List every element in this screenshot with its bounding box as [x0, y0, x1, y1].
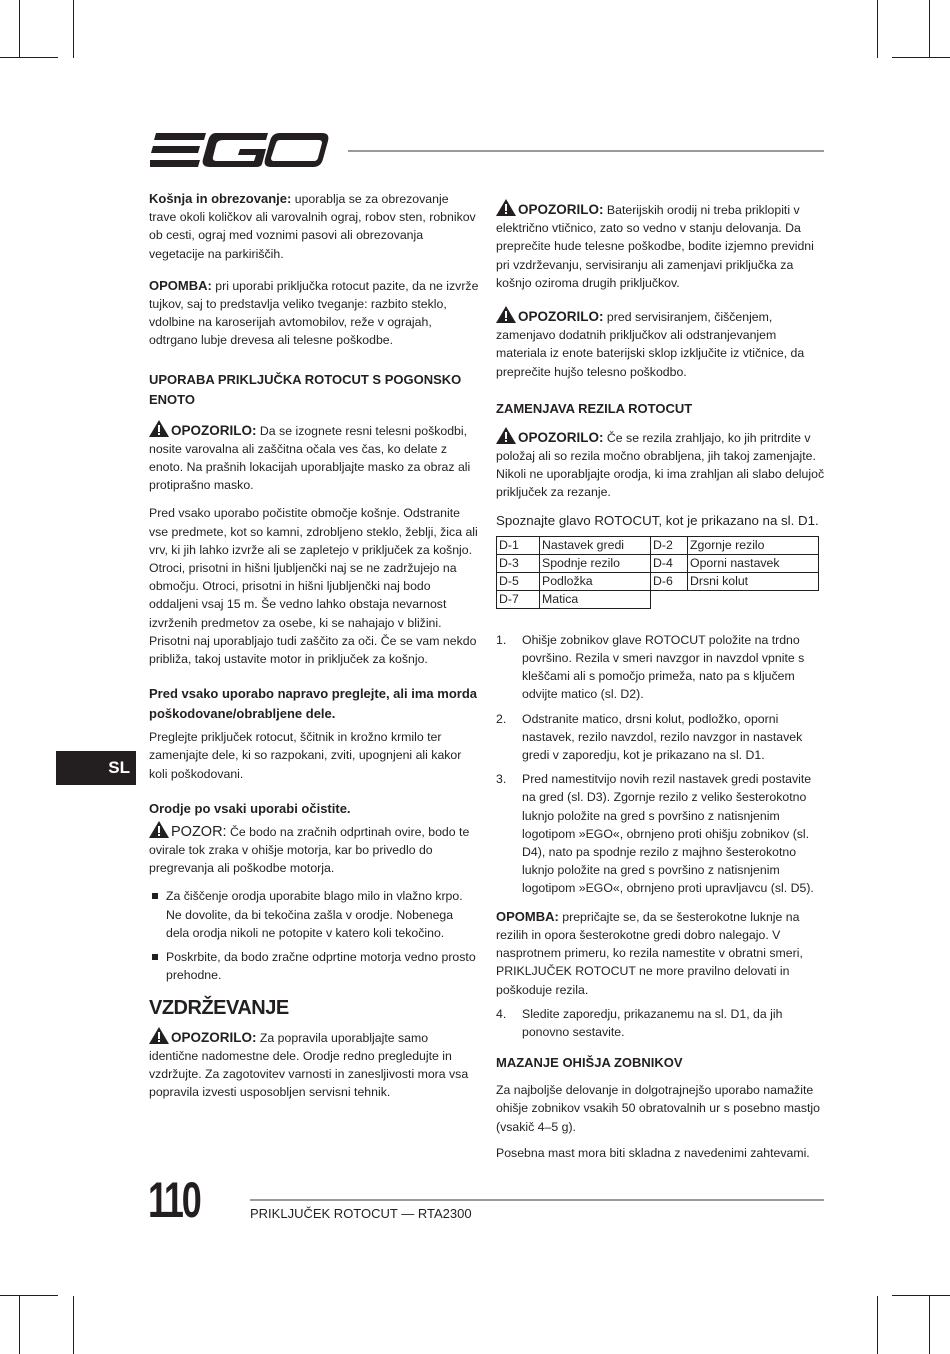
warning-paragraph: OPOZORILO: Baterijskih orodij ni treba priklopiti v električno vtičnico, zato so vedno v stanju delovanja. Da preprečite hude telesne poškodbe, bodite izjemno previdni pri vzdrževanju, servisiranju ali zamenjavi priključka za košnjo oziroma drugih priključkov.	[496, 199, 826, 292]
parts-table	[496, 536, 819, 609]
bullet-icon	[152, 954, 158, 960]
caution-paragraph: POZOR: Če bodo na zračnih odprtinah ovire, bodo te ovirale tok zraka v ohišje motorja, kar bo privedlo do pregrevanja ali poškodbe motorja.	[149, 821, 479, 878]
header-rule	[348, 150, 824, 152]
table-row	[497, 554, 819, 572]
language-tab: SL	[56, 751, 136, 785]
section-heading: ZAMENJAVA REZILA ROTOCUT	[496, 400, 693, 416]
table-cell	[651, 590, 688, 608]
page-number: 110	[148, 1172, 200, 1228]
crop-mark	[892, 1295, 950, 1296]
list-item: 4. Sledite zaporedju, prikazanemu na sl. D1, da jih ponovno sestavite.	[496, 1006, 783, 1039]
crop-mark	[0, 57, 58, 58]
table-cell	[688, 590, 819, 608]
section-heading: Pred vsako uporabo napravo preglejte, ali ima morda poškodovane/obrabljene dele.	[149, 686, 477, 722]
warning-icon	[496, 427, 516, 444]
crop-mark	[929, 1296, 930, 1354]
crop-mark	[892, 57, 950, 58]
left-column	[149, 190, 479, 1116]
table-row	[497, 536, 819, 554]
table-cell: D-7	[497, 590, 540, 608]
section-heading: UPORABA PRIKLJUČKA ROTOCUT S POGONSKO ENOTO	[149, 371, 462, 407]
table-row	[497, 572, 819, 590]
crop-mark	[929, 0, 930, 58]
table-cell: Nastavek gredi	[540, 536, 651, 554]
table-cell: D-3	[497, 554, 540, 572]
table-cell: D-4	[651, 554, 688, 572]
table-cell: Matica	[540, 590, 651, 608]
table-cell: D-2	[651, 536, 688, 554]
grease-requirement: Posebna mast mora biti skladna z navedenimi zahtevami.	[496, 1145, 810, 1160]
grease-paragraph: Za najboljše delovanje in dolgotrajnejšo uporabo namažite ohišje zobnikov vsakih 50 obratovalnih ur s posebno mastjo (vsakič 4–5 g).	[496, 1083, 821, 1134]
warning-icon	[496, 306, 516, 323]
warning-icon	[149, 1027, 169, 1044]
crop-mark	[877, 0, 878, 58]
warning-icon	[496, 199, 516, 216]
table-cell: Drsni kolut	[688, 572, 819, 590]
warning-icon	[149, 821, 169, 838]
right-column	[496, 199, 826, 1176]
list-item: 3. Pred namestitvijo novih rezil nastavek gredi postavite na gred (sl. D3). Zgornje rezilo z veliko šesterokotno luknjo položite na gred s površino z natisnjenim logotipom »EGO«, obrnjeno proti ohišju zobnikov (sl. D4), nato pa spodnje rezilo z majhno šesterokotno luknjo položite na gred s površino z natisnjenim logotipom »EGO«, obrnjeno proti upravljavcu (sl. D5).	[496, 772, 814, 896]
table-cell: D-5	[497, 572, 540, 590]
table-cell: D-6	[651, 572, 688, 590]
table-cell: Podložka	[540, 572, 651, 590]
section-heading: Orodje po vsaki uporabi očistite.	[149, 800, 351, 816]
cleaning-list	[149, 887, 479, 984]
warning-paragraph: OPOZORILO: Če se rezila zrahljajo, ko jih pritrdite v položaj ali so rezila močno obrabljena, jih takoj zamenjajte. Nikoli ne uporabljajte orodja, ki ima zrahljan ali slabo delujoč priključek za rezanje.	[496, 427, 826, 502]
list-item: Poskrbite, da bodo zračne odprtine motorja vedno prosto prehodne.	[149, 948, 479, 984]
table-cell: Zgornje rezilo	[688, 536, 819, 554]
warning-paragraph: OPOZORILO: Da se izognete resni telesni poškodbi, nosite varovalna ali zaščitna očala ves čas, ko delate z enoto. Na prašnih lokacijah uporabljajte masko za obraz ali protiprašno masko.	[149, 420, 479, 495]
list-item: 1. Ohišje zobnikov glave ROTOCUT položite na trdno površino. Rezila v smeri navzgor in navzdol vpnite s kleščami ali s pomočjo primeža, nato pa s ključem odvijte matico (sl. D2).	[496, 632, 805, 702]
mowing-paragraph: Košnja in obrezovanje: uporablja se za obrezovanje trave okoli količkov ali varovalnih ograj, robov sten, robnikov ob cesti, ograj med voznimi pasovi ali obrezovanja vegetacije na parkiriščih.	[149, 191, 476, 261]
note-paragraph: OPOMBA: pri uporabi priključka rotocut pazite, da ne izvrže tujkov, saj to predstavlja veliko tveganje: razbito steklo, vdolbine na karoserijah avtomobilov, reže v ograjah, odtrgano lubje drevesa ali telesne poškodbe.	[149, 277, 479, 348]
crop-mark	[19, 0, 20, 58]
crop-mark	[73, 0, 74, 58]
list-item: 2. Odstranite matico, drsni kolut, podložko, oporni nastavek, rezilo navzdol, rezilo navzgor in nastavek gredi v zaporedju, kot je prikazano na sl. D1.	[496, 711, 803, 763]
crop-mark	[877, 1296, 878, 1354]
warning-paragraph: OPOZORILO: Za popravila uporabljajte samo identične nadomestne dele. Orodje redno pregledujte in vzdržujte. Za zagotovitev varnosti in zanesljivosti mora vsa popravila izvesti usposobljen servisni tehnik.	[149, 1027, 479, 1102]
table-cell: Spodnje rezilo	[540, 554, 651, 572]
ego-logo	[150, 131, 330, 176]
clear-area-paragraph: Pred vsako uporabo počistite območje košnje. Odstranite vse predmete, kot so kamni, zdrobljeno steklo, žeblji, žica ali vrv, ki jih lahko izvrže ali se zapletejo v priključek za košnjo. Otroci, prisotni in hišni ljubljenčki naj se ne zadržujejo na območju. Otroci, prisotni in hišni ljubljenčki naj bodo oddaljeni vsaj 15 m. Še vedno lahko obstaja nevarnost izvrženih predmetov za osebe, ki se nahajajo v bližini. Prisotni naj uporabljajo tudi zaščito za oči. Če se vam nekdo približa, takoj ustavite motor in priključek za košnjo.	[149, 506, 478, 667]
warning-paragraph: OPOZORILO: pred servisiranjem, čiščenjem, zamenjavo dodatnih priključkov ali odstranjevanjem materiala iz enote baterijski sklop izključite iz vtičnice, da preprečite hujšo telesno poškodbo.	[496, 306, 826, 381]
table-cell: D-1	[497, 536, 540, 554]
steps-list	[496, 631, 826, 898]
note-paragraph: OPOMBA: prepričajte se, da se šesterokotne luknje na rezilih in opora šesterokotne gredi dobro nalegajo. V nasprotnem primeru, ko rezila namestite v obratni smeri, PRIKLJUČEK ROTOCUT ne more pravilno delovati in poškoduje rezila.	[496, 908, 803, 997]
table-cell: Oporni nastavek	[688, 554, 819, 572]
steps-list	[496, 1005, 826, 1041]
bullet-icon	[152, 893, 158, 899]
section-heading: MAZANJE OHIŠJA ZOBNIKOV	[496, 1055, 683, 1071]
table-row	[497, 590, 819, 608]
warning-icon	[149, 420, 169, 437]
footer-rule	[250, 1199, 824, 1201]
list-item: Za čiščenje orodja uporabite blago milo in vlažno krpo. Ne dovolite, da bi tekočina zašla v orodje. Nobenega dela orodja nikoli ne potopite v katero koli tekočino.	[149, 887, 479, 942]
crop-mark	[19, 1296, 20, 1354]
crop-mark	[73, 1296, 74, 1354]
inspect-paragraph: Preglejte priključek rotocut, ščitnik in krožno krmilo ter zamenjajte dele, ki so razpokani, zviti, upognjeni ali kakor koli poškodovani.	[149, 730, 462, 781]
footer-title: PRIKLJUČEK ROTOCUT — RTA2300	[250, 1206, 472, 1221]
maintenance-heading: VZDRŽEVANJE	[149, 996, 289, 1019]
intro-text: Spoznajte glavo ROTOCUT, kot je prikazano na sl. D1.	[496, 512, 819, 528]
crop-mark	[0, 1295, 58, 1296]
